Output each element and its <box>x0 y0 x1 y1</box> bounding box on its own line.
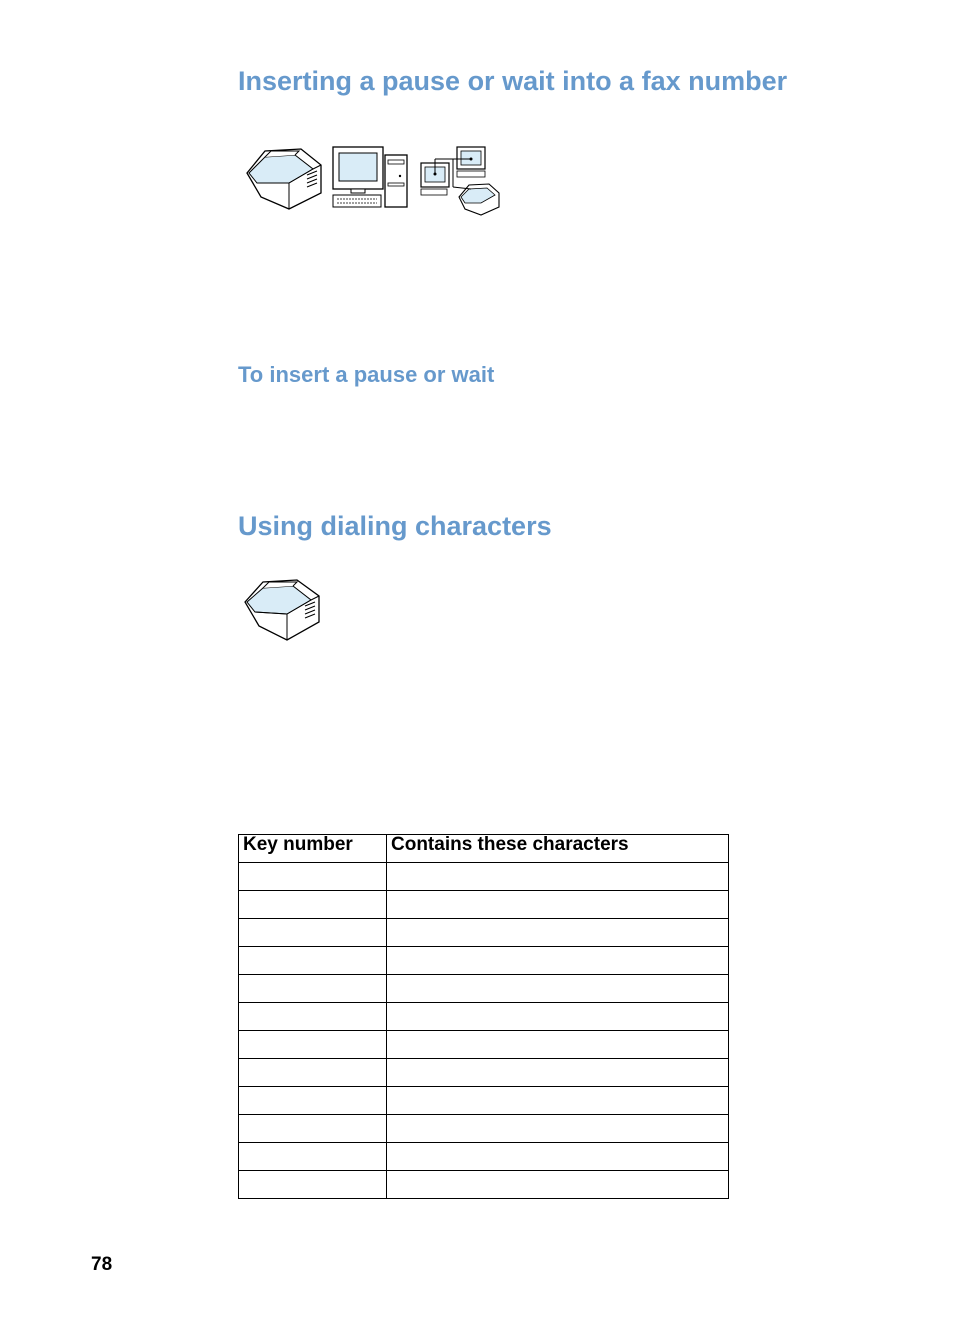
table-cell <box>387 891 729 919</box>
table-row <box>239 1171 729 1199</box>
desktop-computer-icon <box>333 147 407 207</box>
table-row <box>239 863 729 891</box>
table-cell <box>387 1031 729 1059</box>
table-row <box>239 1031 729 1059</box>
fax-machine-icon <box>243 576 323 644</box>
table-cell <box>387 1171 729 1199</box>
table-cell <box>239 1115 387 1143</box>
table-row <box>239 1087 729 1115</box>
table-cell <box>239 1087 387 1115</box>
table-row <box>239 1143 729 1171</box>
table-cell <box>387 1003 729 1031</box>
table-cell <box>387 947 729 975</box>
column-header-characters: Contains these characters <box>387 835 729 863</box>
table-cell <box>239 947 387 975</box>
table-row <box>239 1059 729 1087</box>
table-cell <box>239 891 387 919</box>
table-cell <box>239 1031 387 1059</box>
table-row <box>239 919 729 947</box>
subsection-title-insert: To insert a pause or wait <box>238 362 495 387</box>
table-cell <box>387 1115 729 1143</box>
fax-machine-icon <box>247 149 321 209</box>
table-cell <box>239 975 387 1003</box>
table-cell <box>239 1003 387 1031</box>
table-cell <box>387 919 729 947</box>
table-row <box>239 975 729 1003</box>
table-row <box>239 891 729 919</box>
table-cell <box>387 1059 729 1087</box>
table-cell <box>387 975 729 1003</box>
table-row <box>239 1003 729 1031</box>
table-row <box>239 947 729 975</box>
section-title-pause: Inserting a pause or wait into a fax number <box>238 66 788 96</box>
section-title-dialing: Using dialing characters <box>238 511 552 541</box>
illustration-group <box>243 143 501 216</box>
column-header-key-number: Key number <box>239 835 387 863</box>
table-header-row <box>239 835 729 863</box>
table-row <box>239 1115 729 1143</box>
table-cell <box>239 1059 387 1087</box>
table-cell <box>239 863 387 891</box>
table-cell <box>239 1171 387 1199</box>
dialing-characters-table <box>238 834 729 1199</box>
network-computers-fax-icon <box>421 147 499 215</box>
table-cell <box>387 1143 729 1171</box>
table-cell <box>239 1143 387 1171</box>
table-cell <box>239 919 387 947</box>
page-number: 78 <box>91 1254 113 1275</box>
table-cell <box>387 863 729 891</box>
table-cell <box>387 1087 729 1115</box>
